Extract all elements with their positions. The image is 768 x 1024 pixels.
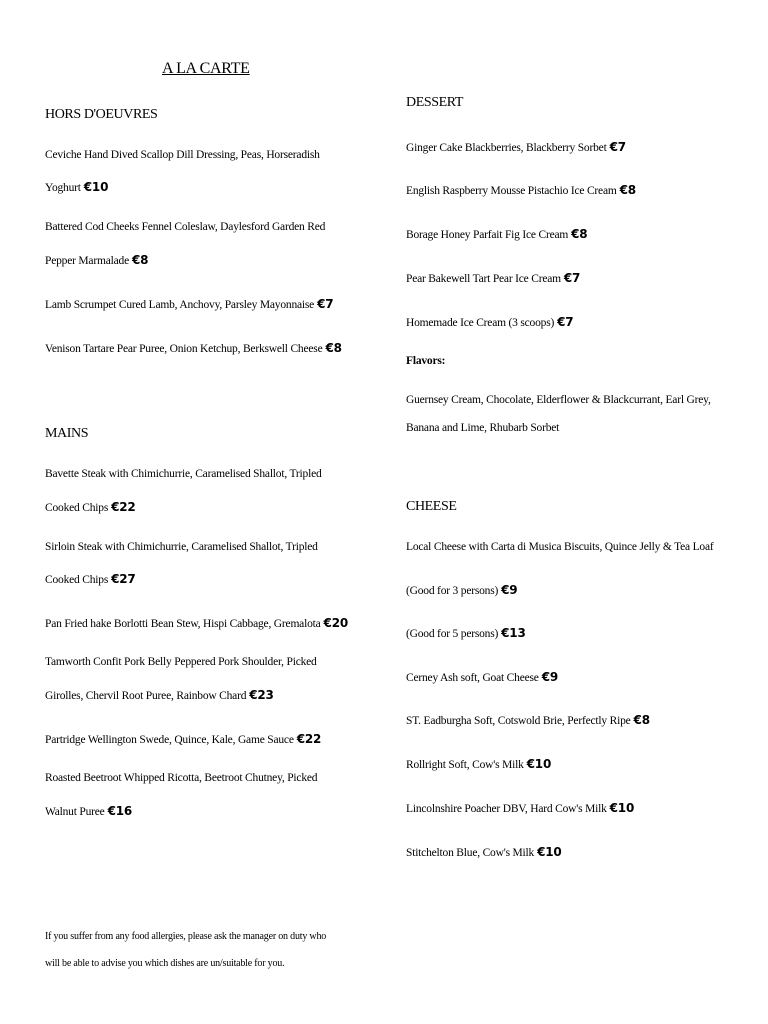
menu-item: [45, 616, 348, 630]
menu-item-line: Cerney Ash soft, Goat Cheese: [406, 672, 539, 684]
cheese-intro: Local Cheese with Carta di Musica Biscuits, Quince Jelly & Tea Loaf: [406, 541, 714, 553]
price: €13: [501, 626, 526, 640]
price: €10: [83, 180, 109, 194]
menu-item-line: Yoghurt: [45, 182, 81, 194]
menu-item: [406, 670, 558, 684]
menu-item: [406, 183, 636, 197]
section-heading-mains: MAINS: [45, 426, 89, 441]
menu-item-line: Pan Fried hake Borlotti Bean Stew, Hispi Cabbage, Gremalota: [45, 618, 321, 630]
price: €9: [501, 583, 518, 597]
menu-item-line: Rollright Soft, Cow's Milk: [406, 759, 524, 771]
menu-item: [406, 801, 634, 815]
price: €7: [557, 315, 574, 329]
menu-item-line: Lincolnshire Poacher DBV, Hard Cow's Milk: [406, 803, 607, 815]
menu-item: [45, 341, 342, 355]
price: €22: [296, 732, 322, 746]
menu-item: [406, 757, 551, 771]
price: €20: [323, 616, 348, 630]
menu-item: [406, 140, 626, 154]
flavors-line: Banana and Lime, Rhubarb Sorbet: [406, 422, 560, 434]
menu-item-line: ST. Eadburgha Soft, Cotswold Brie, Perfectly Ripe: [406, 715, 631, 727]
menu-item: [45, 500, 136, 514]
flavors-label: Flavors:: [406, 355, 446, 367]
menu-item: [45, 732, 321, 746]
menu-item-line: Homemade Ice Cream (3 scoops): [406, 317, 555, 329]
menu-item-line: Ceviche Hand Dived Scallop Dill Dressing, Peas, Horseradish: [45, 149, 320, 161]
menu-item-line: Pepper Marmalade: [45, 255, 129, 267]
page-title: A LA CARTE: [162, 60, 250, 77]
menu-item: [406, 227, 587, 241]
menu-item: [45, 180, 108, 194]
menu-item-line: Pear Bakewell Tart Pear Ice Cream: [406, 273, 561, 285]
menu-item-line: Lamb Scrumpet Cured Lamb, Anchovy, Parsley Mayonnaise: [45, 299, 315, 311]
menu-item: [406, 626, 526, 640]
price: €8: [619, 183, 636, 197]
menu-item-line: Borage Honey Parfait Fig Ice Cream: [406, 229, 569, 241]
menu-item-line: Cooked Chips: [45, 502, 109, 514]
allergy-note-line: If you suffer from any food allergies, please ask the manager on duty who: [45, 931, 327, 942]
section-heading-dessert: DESSERT: [406, 95, 464, 110]
price: €22: [111, 500, 136, 514]
section-heading-cheese: CHEESE: [406, 499, 457, 514]
menu-item-line: Bavette Steak with Chimichurrie, Caramelised Shallot, Tripled: [45, 468, 322, 480]
menu-item-line: Girolles, Chervil Root Puree, Rainbow Chard: [45, 690, 247, 702]
flavors-line: Guernsey Cream, Chocolate, Elderflower & Blackcurrant, Earl Grey,: [406, 394, 711, 406]
menu-item-line: Battered Cod Cheeks Fennel Coleslaw, Daylesford Garden Red: [45, 221, 326, 233]
menu-item-line: Roasted Beetroot Whipped Ricotta, Beetroot Chutney, Picked: [45, 772, 318, 784]
menu-item: [406, 583, 517, 597]
menu-item-line: Walnut Puree: [45, 806, 105, 818]
menu-item-line: Stitchelton Blue, Cow's Milk: [406, 847, 535, 859]
menu-item-line: Tamworth Confit Pork Belly Peppered Pork Shoulder, Picked: [45, 656, 317, 668]
menu-item: [45, 297, 333, 311]
menu-item-line: English Raspberry Mousse Pistachio Ice Cream: [406, 185, 617, 197]
menu-item-line: (Good for 3 persons): [406, 585, 499, 597]
menu-item: [45, 688, 274, 702]
menu-item: [406, 845, 562, 859]
price: €10: [609, 801, 635, 815]
price: €10: [537, 845, 562, 859]
menu-item-line: Cooked Chips: [45, 574, 109, 586]
price: €27: [111, 572, 136, 586]
price: €7: [317, 297, 334, 311]
menu-item: [45, 804, 132, 818]
price: €23: [249, 688, 274, 702]
price: €10: [526, 757, 552, 771]
price: €7: [563, 271, 581, 285]
section-heading-hors-doeuvres: HORS D'OEUVRES: [45, 107, 158, 122]
menu-item: [406, 271, 580, 285]
menu-item: [45, 253, 148, 267]
menu-item-line: Ginger Cake Blackberries, Blackberry Sorbet: [406, 142, 607, 154]
menu-item-line: Partridge Wellington Swede, Quince, Kale, Game Sauce: [45, 734, 294, 746]
price: €8: [633, 713, 650, 727]
menu-item-line: (Good for 5 persons): [406, 628, 499, 640]
price: €8: [131, 253, 149, 267]
price: €8: [571, 227, 588, 241]
price: €7: [609, 140, 626, 154]
price: €8: [325, 341, 342, 355]
menu-item: [406, 713, 650, 727]
menu-item: [406, 315, 573, 329]
menu-item-line: Sirloin Steak with Chimichurrie, Caramelised Shallot, Tripled: [45, 541, 318, 553]
allergy-note-line: will be able to advise you which dishes are un/suitable for you.: [45, 958, 285, 969]
menu-item-line: Venison Tartare Pear Puree, Onion Ketchup, Berkswell Cheese: [45, 343, 323, 355]
menu-item: [45, 572, 136, 586]
price: €9: [541, 670, 559, 684]
price: €16: [107, 804, 133, 818]
